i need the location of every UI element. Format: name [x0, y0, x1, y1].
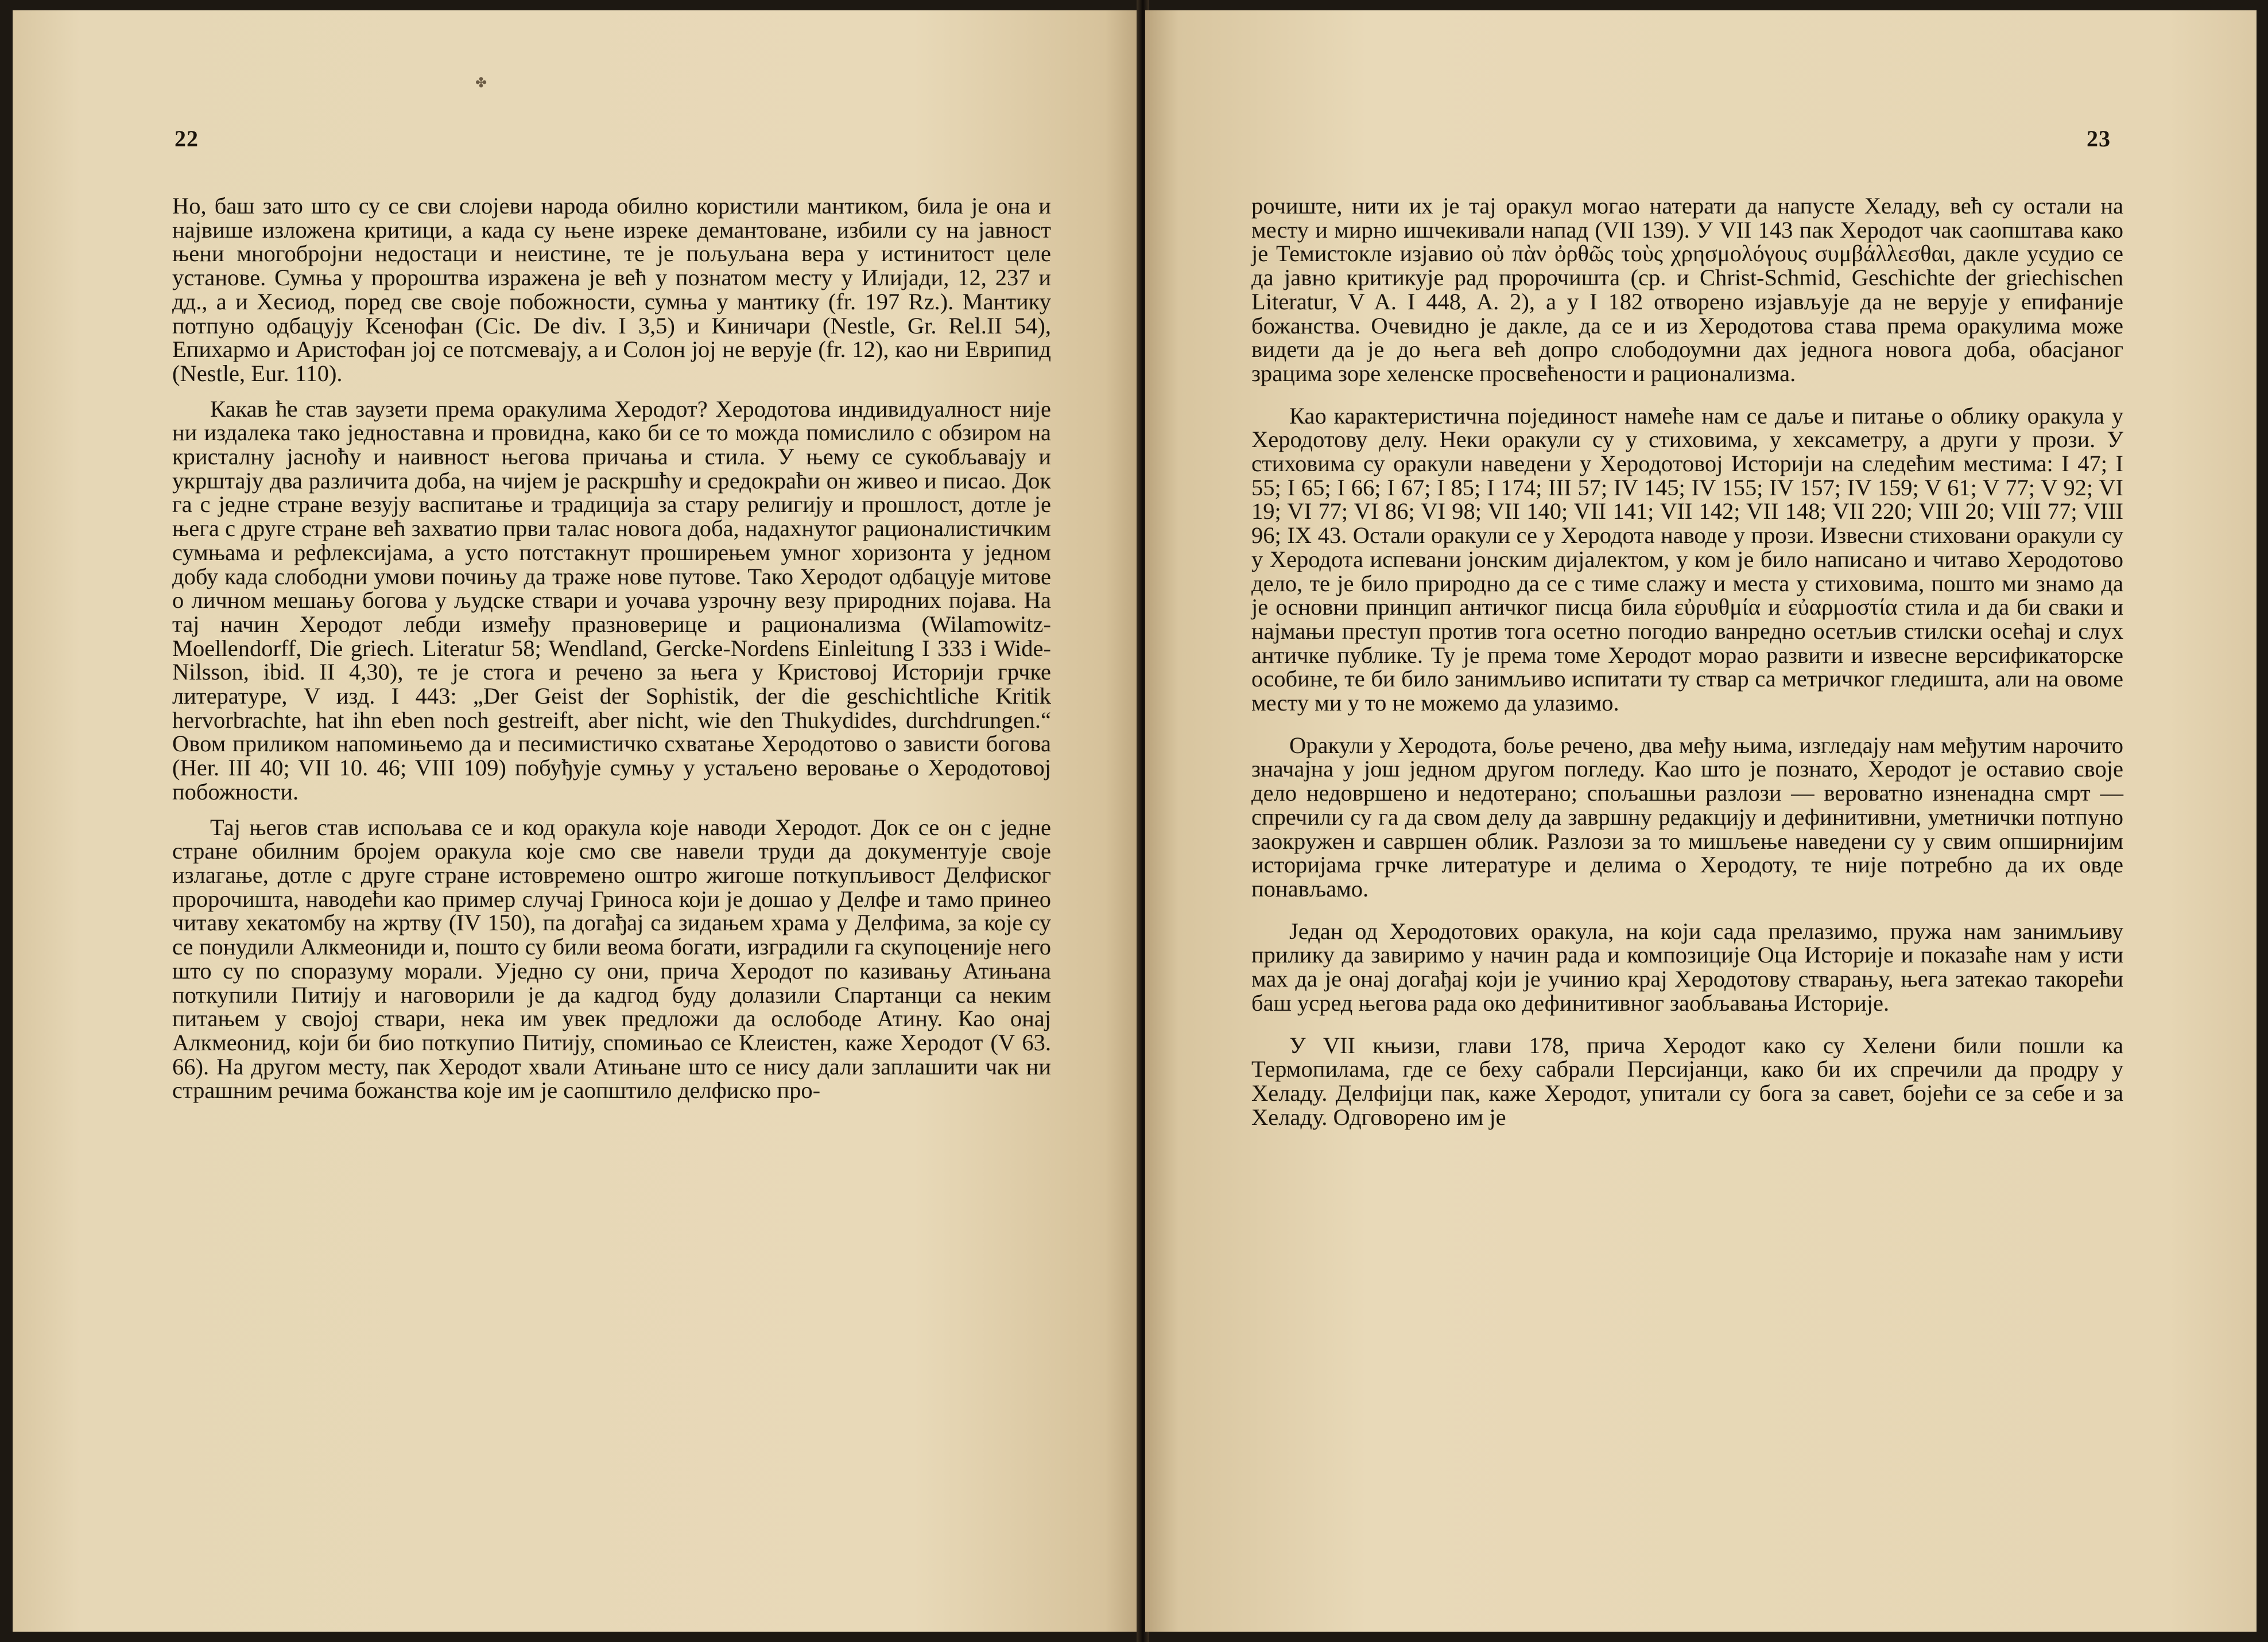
paragraph: Но, баш зато што су се сви слојеви народа обилно користили мантиком, била је она и највише изложена критици, а када су њене изреке демантоване, избили су на јавност њени многобројни недостаци и неистине, те је пољуљана вера у истинитост целе установе. Сумња у пророштва изражена је већ у познатом месту у Илијади, 12, 237 и дд., а и Хесиод, поред све своје побожности, сумња у мантику (fr. 197 Rz.). Мантику потпуно одбацују Ксенофан (Cic. De div. I 3,5) и Киничари (Nestle, Gr. Rel.II 54), Епихармо и Аристофан јој се потсмевају, а и Солон јој не верује (fr. 12), као ни Еврипид (Nestle, Eur. 110). [172, 193, 1051, 386]
right-page [1145, 10, 2257, 1632]
paragraph: Тај његов став испољава се и код оракула које наводи Херодот. Док се он с једне стране обилним бројем оракула које смо све навели труди да документује своје излагање, дотле с друге стране истовремено оштро жигоше поткупљивост Делфиског пророчишта, наводећи као пример случај Гриноса који је дошао у Делфе и тамо принео читаву хекатомбу на жртву (IV 150), па догађај са зидањем храма у Делфима, за које су се понудили Алкмеониди и, пошто су били веома богати, изградили га скупоценије него што су по споразуму морали. Уједно су они, прича Херодот по казивању Атињана поткупили Питију и наговорили је да кадгод буду долазили Спартанци са неким питањем у својој ствари, нека им увек предложи да ослободе Атину. Као онај Алкмеонид, који би био поткупио Питију, спомињао се Клеистен, каже Херодот (V 63. 66). На другом месту, пак Херодот хвали Атињане што се нису дали заплашити чак ни страшним речима божанства које им је саопштило делфиско про- [172, 814, 1051, 1104]
paragraph: У VII књизи, глави 178, прича Херодот како су Хелени били пошли ка Термопилама, где се беху сабрали Персијанци, како би их спречили да продру у Хеладу. Делфијци пак, каже Херодот, упитали су бога за савет, бојећи се за себе и за Хеладу. Одговорено им је [1251, 1032, 2123, 1130]
ornament-mark: ✤ [475, 76, 487, 91]
right-page-text [1251, 194, 2123, 1129]
paragraph: рочиште, нити их је тај оракул могао натерати да напусте Хеладу, већ су остали на месту и мирно ишчекивали напад (VII 139). У VII 143 пак Херодот чак саопштава како је Темистокле изјавио οὐ πὰν ὀρθῶς τοὺς χρησμολόγους συμβάλλεσθαι, дакле усудио се да јавно критикује рад пророчишта (ср. и Christ-Schmid, Geschichte der griechischen Literatur, V A. I 448, A. 2), а у I 182 отворено изјављује да не верује у епифаније божанства. Очевидно је дакле, да се и из Херодотова става према оракулима може видети да је до њега већ допро слободоумни дах једнога новога доба, обасјаног зрацима зоре хеленске просвећености и рационализма. [1251, 193, 2123, 386]
paragraph: Као карактеристична појединост намеће нам се даље и питање о облику оракула у Херодотову делу. Неки оракули су у стиховима, у хексаметру, а други у прози. У стиховима су оракули наведени у Херодотовој Историји на следећим местима: I 47; I 55; I 65; I 66; I 67; I 85; I 174; III 57; IV 145; IV 155; IV 157; IV 159; V 61; V 77; V 92; VI 19; VI 77; VI 86; VI 98; VII 140; VII 141; VII 142; VII 148; VII 220; VIII 20; VIII 77; VIII 96; IX 43. Остали оракули се у Херодота наводе у прози. Извесни стиховани оракули су у Херодота испевани јонским дијалектом, у ком је било написано и читаво Херодотово дело, те је било природно да се с тиме слажу и места у стиховима, пошто ми знамо да је основни принцип античког писца била εὐρυθμία и εὐαρμοστία стила и да би сваки и најмањи преступ против тога осетно погодио ванредно осетљив стилски осећај и слух античке публике. Ту је према томе Херодот морао развити и извесне версификаторске особине, те би било занимљиво испитати ту ствар са метричког гледишта, али на овоме месту ми у то не можемо да улазимо. [1251, 402, 2123, 716]
left-page-text [172, 194, 1051, 1103]
left-page [13, 10, 1139, 1632]
paragraph: Какав ће став заузети према оракулима Херодот? Херодотова индивидуалност није ни издалека тако једноставна и провидна, како би се то можда помислило с обзиром на кристалну јасноћу и наивност његова причања и стила. У њему се сукобљавају и укрштају два различита доба, на чијем је раскршћу и средокраћи он живео и писао. Док га с једне стране везују васпитање и традиција за стару религију и прошлост, дотле је њега с друге стране већ захватио први талас новога доба, надахнутог рационалистичким сумњама и рефлексијама, а усто потстакнут проширењем умног хоризонта у једном добу када слободни умови почињу да траже нове путове. Тако Херодот одбацује митове о личном мешању богова у људске ствари и уочава узрочну везу природних појава. На тај начин Херодот лебди између празноверице и рационализма (Wilamowitz-Moellendorff, Die griech. Literatur 58; Wendland, Gercke-Nordens Einleitung I 333 i Wide-Nilsson, ibid. II 4,30), те је стога и речено за њега у Кристовој Историји грчке литературе, V изд. I 443: „Der Geist der Sophistik, der die geschichtliche Kritik hervorbrachte, hat ihn eben noch gestreift, aber nicht, wie den Thukydides, durchdrungen.“ Овом приликом напомињемо да и песимистичко схватање Херодотово о зависти богова (Her. III 40; VII 10. 46; VIII 109) побуђује сумњу у устаљено веровање о Херодотовој побожности. [172, 395, 1051, 805]
page-number-right: 23 [2087, 126, 2111, 152]
paragraph: Оракули у Херодота, боље речено, два међу њима, изгледају нам међутим нарочито значајна у још једном другом погледу. Као што је познато, Херодот је оставио своје дело недовршено и недотерано; спољашњи разлози — вероватно изненадна смрт — спречили су га да свом делу да завршну редакцију и дефинитивни, уметнички потпуно заокружен и савршен облик. Разлози за то мишљење наведени су у свим опширнијим историјама грчке литературе и делима о Херодоту, те није потребно да их овде понављамо. [1251, 732, 2123, 902]
page-number-left: 22 [175, 126, 199, 152]
paragraph: Један од Херодотових оракула, на који сада прелазимо, пружа нам занимљиву прилику да завиримо у начин рада и композиције Оца Историје и показаће нам у исти мах да је онај догађај који је учинио крај Херодотову стварању, њега затекао такорећи баш усред његова рада око дефинитивног заобљавања Историје. [1251, 918, 2123, 1016]
